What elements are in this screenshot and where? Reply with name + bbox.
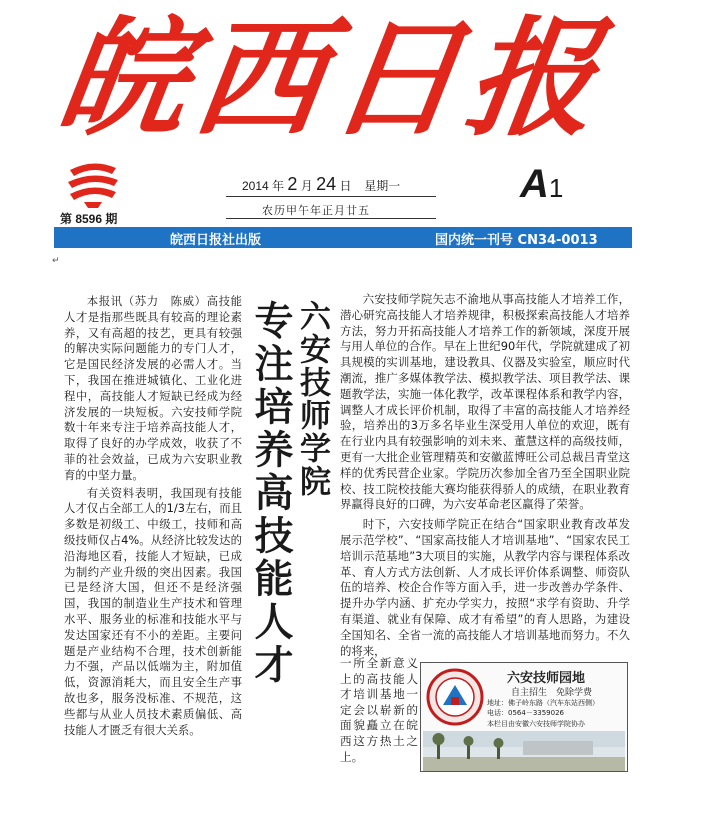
- article-title: 专注培养高技能人才: [248, 300, 293, 687]
- publisher-band: [54, 227, 632, 248]
- masthead-title: 皖西日报: [49, 4, 615, 154]
- date-weekday: 星期一: [364, 179, 401, 193]
- ad-slogan: 自主招生 免除学费: [511, 688, 593, 698]
- article-kicker: 六安技师学院: [294, 300, 330, 498]
- article-column-tail: 一所全新意义上的高技能人才培训基地一定会以崭新的面貌矗立在皖西这方热土之上。: [340, 656, 418, 764]
- article-paragraph: 有关资料表明，我国现有技能人才仅占全部工人的1/3左右，而且多数是初级工、中级工，技师和高级技师仅占4%。从经济比较发达的沿海地区看，技能人才短缺，已成为制约产业升级的突出因素。我国已是经济大国，但还不是经济强国，我国的制造业生产技术和管理水平、服务业的标准和技能水平与发达国家还有不小的差距。主要问题是产业结构不合理，技术创新能力不强，产品以低端为主，附加值低，资源消耗大，而且安全生产事故也多，服务没标准、不规范，这些都与从业人员技术素质偏低、高技能人才匮乏有很大关系。: [64, 485, 242, 737]
- article-paragraph: 本报讯（苏力 陈威）高技能人才是指那些既具有较高的理论素养，又有高超的技艺，更具有较强的解决实际问题能力的专门人才，它是国民经济发展的必需人才。当下，我国在推进城镇化、工业化进程中，高技能人才短缺已经成为经济发展的一块短板。六安技师学院数十年来专注于培养高技能人才，取得了良好的办学成效，收获了不菲的社会效益，已成为六安职业教育的中坚力量。: [64, 294, 242, 482]
- masthead: [49, 4, 650, 154]
- date-month: 2: [287, 174, 298, 194]
- date-day: 24: [316, 174, 337, 194]
- date-year-unit: 年: [272, 179, 285, 193]
- article-paragraph: 时下，六安技师学院正在结合“国家职业教育改革发展示范学校”、“国家高技能人才培训基地”、“国家农民工培训示范基地”3大项目的实施，从教学内容与课程体系改革、育人方式方法创新、人才成长评价体系调整、师资队伍的培养、校企合作等方面入手，进一步改善办学条件、提升办学内涵、扩充办学实力，按照“求学有资助、升学有渠道、就业有保障、成才有希望”的育人思路，为建设全国知名、全省一流的高技能人才培训基地而努力。不久的将来，: [340, 517, 630, 658]
- article-paragraph: 六安技师学院矢志不渝地从事高技能人才培养工作，潜心研究高技能人才培养规律，积极探索高技能人才培养方法，努力开拓高技能人才培养工作的新领域，深度开展与用人单位的合作。早在上世纪90年代，学院就建成了初具规模的实训基地，建设教具、仪器及实验室，顺应时代潮流，推广多媒体教学法、模拟教学法、项目教学法、课题教学法，实施一体化教学，改革课程体系和教学内容，调整人才成长评价机制，取得了丰富的高技能人才培养经验，培养出的3万多名毕业生深受用人单位的欢迎，既有在行业内具有较强影响的刘未来、董慧这样的高级技师，更有一大批企业管理精英和安徽蓝博旺公司总裁吕青堂这样的优秀民营企业家。学院历次参加全省乃至全国职业院校、技工院校技能大赛均能获得骄人的成绩，在职业教育界赢得良好的口碑，为六安革命老区赢得了荣誉。: [340, 292, 630, 512]
- ad-phone: 电话：0564－3359026: [487, 709, 564, 717]
- dateline-rule-top: [226, 196, 436, 197]
- article-column-right: [340, 292, 630, 659]
- school-advertisement: [420, 662, 628, 772]
- paragraph-mark: ↵: [52, 256, 60, 266]
- issue-number: 第 8596 期: [60, 212, 118, 226]
- article-headline: [242, 300, 334, 770]
- date-year: 2014: [242, 179, 269, 193]
- campus-photo: [423, 731, 625, 771]
- serial-number: 国内统一刊号 CN34-0013: [435, 233, 598, 248]
- date-day-unit: 日: [339, 179, 352, 193]
- ad-title: 六安技师园地: [507, 671, 586, 686]
- page-code-number: 1: [548, 173, 564, 203]
- date-month-unit: 月: [300, 179, 313, 193]
- page-code: [520, 162, 563, 207]
- newspaper-logo-icon: [64, 158, 122, 208]
- school-emblem-icon: [425, 667, 485, 727]
- publisher-label: 皖西日报社出版: [170, 233, 262, 248]
- dateline-rule-bottom: [226, 218, 436, 219]
- lunar-date: 农历甲午年正月廿五: [262, 204, 370, 217]
- page-code-letter: A: [520, 162, 549, 206]
- article-column-left: [64, 294, 242, 738]
- ad-note: 本栏目由安徽六安技师学院协办: [487, 720, 585, 728]
- dateline: [242, 174, 400, 195]
- ad-address: 地址：佛子岭东路（汽车东站西侧）: [487, 699, 599, 707]
